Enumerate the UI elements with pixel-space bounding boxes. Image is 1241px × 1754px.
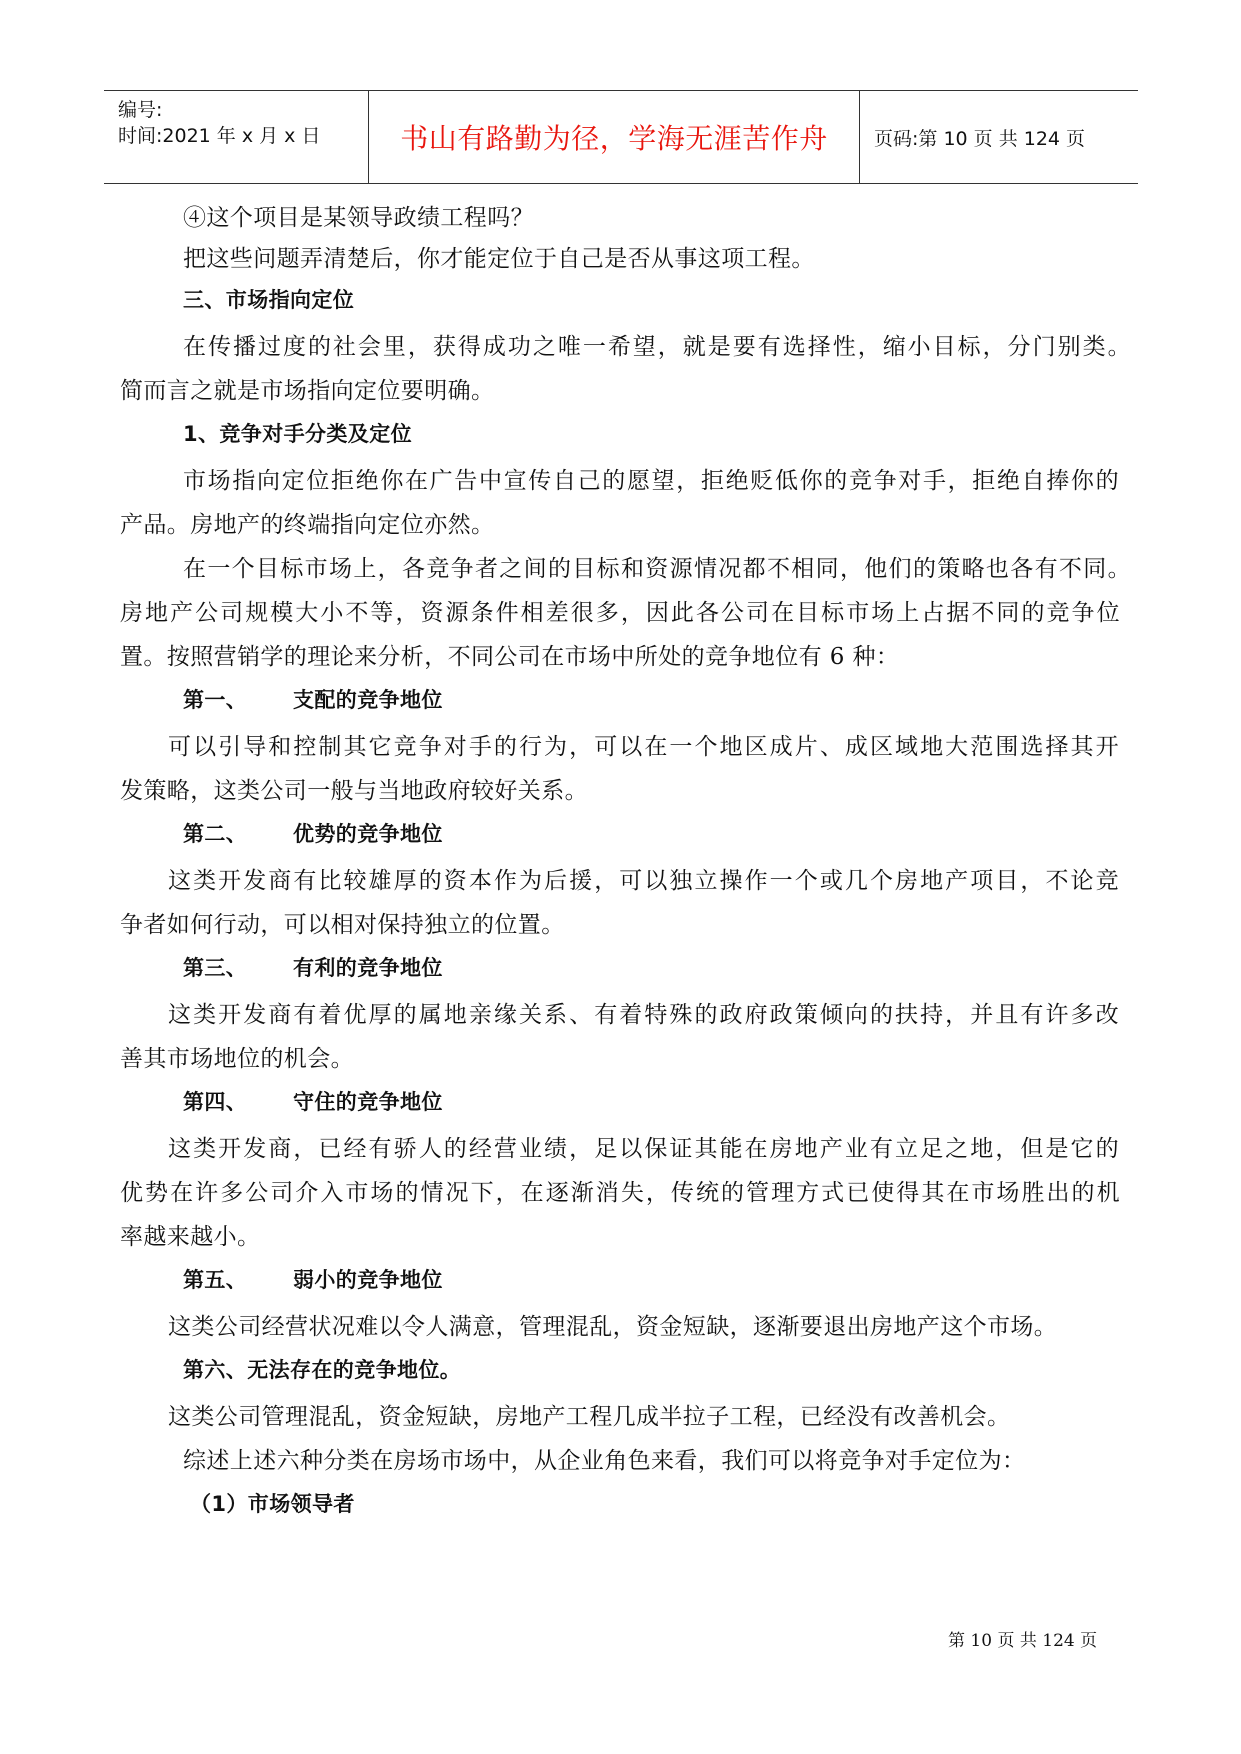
list-item-heading: （1）市场领导者: [190, 1492, 355, 1516]
position-heading-1: [183, 684, 443, 714]
body-line: 率越来越小。: [120, 1224, 261, 1250]
document-number-label: 编号:: [118, 99, 163, 121]
body-line: 优势在许多公司介入市场的情况下，在逐渐消失，传统的管理方式已使得其在市场胜出的机: [120, 1180, 1120, 1206]
header-motto-cell: [369, 91, 860, 183]
position-title: 优势的竞争地位: [293, 822, 443, 846]
position-title: 守住的竞争地位: [293, 1090, 443, 1114]
page-footer: 第 10 页 共 124 页: [948, 1631, 1098, 1651]
body-line: 发策略，这类公司一般与当地政府较好关系。: [120, 778, 588, 804]
position-heading-3: [183, 952, 443, 982]
position-number: 第五、: [183, 1268, 248, 1292]
position-heading-5: [183, 1264, 443, 1294]
subsection-heading: 1、竞争对手分类及定位: [183, 422, 413, 446]
body-line: 房地产公司规模大小不等，资源条件相差很多，因此各公司在目标市场上占据不同的竞争位: [120, 600, 1120, 626]
body-line: 市场指向定位拒绝你在广告中宣传自己的愿望，拒绝贬低你的竞争对手，拒绝自捧你的: [183, 468, 1119, 494]
body-line: 在传播过度的社会里，获得成功之唯一希望，就是要有选择性，缩小目标，分门别类。: [183, 334, 1131, 360]
document-time-label: 时间:2021 年 x 月 x 日: [118, 125, 321, 147]
body-line: 简而言之就是市场指向定位要明确。: [120, 378, 495, 404]
position-title: 支配的竞争地位: [293, 688, 443, 712]
body-line: 争者如何行动，可以相对保持独立的位置。: [120, 912, 565, 938]
body-line: 在一个目标市场上，各竞争者之间的目标和资源情况都不相同，他们的策略也各有不同。: [183, 556, 1131, 582]
page-header: [104, 90, 1138, 184]
body-line: 可以引导和控制其它竞争对手的行为，可以在一个地区成片、成区域地大范围选择其开: [168, 734, 1119, 760]
position-number: 第二、: [183, 822, 248, 846]
header-page-cell: [860, 91, 1138, 183]
position-heading-2: [183, 818, 443, 848]
body-line: 这类公司管理混乱，资金短缺，房地产工程几成半拉子工程，已经没有改善机会。: [168, 1404, 1011, 1430]
body-line: 这类公司经营状况难以令人满意，管理混乱，资金短缺，逐渐要退出房地产这个市场。: [168, 1314, 1058, 1340]
body-line: 综述上述六种分类在房场市场中，从企业角色来看，我们可以将竞争对手定位为：: [183, 1448, 1026, 1474]
header-motto: 书山有路勤为径，学海无涯苦作舟: [400, 122, 828, 155]
body-line: 这类开发商有比较雄厚的资本作为后援，可以独立操作一个或几个房地产项目，不论竞: [168, 868, 1119, 894]
section-heading: 三、市场指向定位: [183, 288, 355, 312]
position-title: 弱小的竞争地位: [293, 1268, 443, 1292]
body-line: 这类开发商，已经有骄人的经营业绩，足以保证其能在房地产业有立足之地，但是它的: [168, 1136, 1119, 1162]
position-number: 第一、: [183, 688, 248, 712]
position-heading-6: 第六、无法存在的竞争地位。: [183, 1358, 462, 1382]
header-info-cell: [104, 91, 369, 183]
position-number: 第三、: [183, 956, 248, 980]
body-line: 置。按照营销学的理论来分析，不同公司在市场中所处的竞争地位有 6 种：: [120, 644, 900, 670]
body-line: 善其市场地位的机会。: [120, 1046, 354, 1072]
body-line: ④这个项目是某领导政绩工程吗？: [183, 205, 534, 231]
header-page-info: 页码:第 10 页 共 124 页: [874, 127, 1086, 150]
position-heading-4: [183, 1086, 443, 1116]
body-line: 把这些问题弄清楚后，你才能定位于自己是否从事这项工程。: [183, 246, 815, 272]
body-line: 产品。房地产的终端指向定位亦然。: [120, 512, 495, 538]
position-title: 有利的竞争地位: [293, 956, 443, 980]
position-number: 第四、: [183, 1090, 248, 1114]
body-line: 这类开发商有着优厚的属地亲缘关系、有着特殊的政府政策倾向的扶持，并且有许多改: [168, 1002, 1119, 1028]
